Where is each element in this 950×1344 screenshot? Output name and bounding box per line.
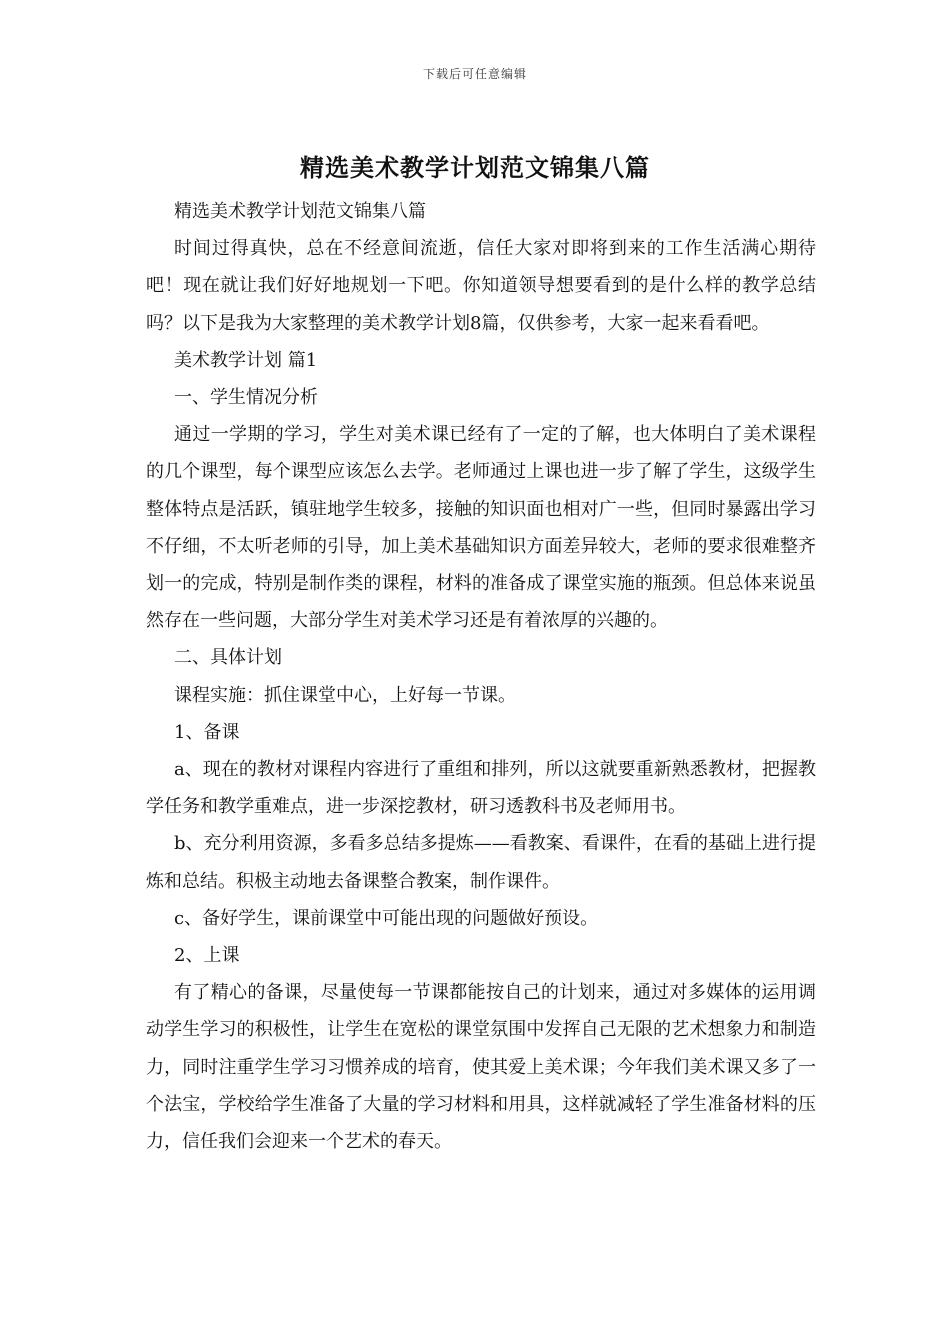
paragraph-teaching: 有了精心的备课，尽量使每一节课都能按自己的计划来，通过对多媒体的运用调动学生学习的积极性，让学生在宽松的课堂氛围中发挥自己无限的艺术想象力和制造力，同时注重学生学习习惯养成的培育，使其爱上美术课；今年我们美术课又多了一个法宝，学校给学生准备了大量的学习材料和用具，这样就减轻了学生准备材料的压力，信任我们会迎来一个艺术的春天。: [146, 982, 816, 1153]
section-heading-specific-plan: 二、具体计划: [174, 647, 282, 669]
header-note: 下载后可任意编辑: [422, 67, 527, 81]
paragraph-student-analysis: 通过一学期的学习，学生对美术课已经有了一定的了解，也大体明白了美术课程的几个课型，每个课型应该怎么去学。老师通过上课也进一步了解了学生，这级学生整体特点是活跃，镇驻地学生较多，接触的知识面也相对广一些，但同时暴露出学习不仔细，不太听老师的引导，加上美术基础知识方面差异较大，老师的要求很难整齐划一的完成，特别是制作类的课程，材料的准备成了课堂实施的瓶颈。但总体来说虽然存在一些问题，大部分学生对美术学习还是有着浓厚的兴趣的。: [146, 424, 816, 632]
subheading-lesson-prep: 1、备课: [174, 721, 240, 743]
section-heading-plan-1: 美术教学计划 篇1: [174, 349, 318, 371]
paragraph-prep-a: a、现在的教材对课程内容进行了重组和排列，所以这就要重新熟悉教材，把握教学任务和教学重难点，进一步深挖教材，研习透教科书及老师用书。: [146, 759, 816, 818]
section-heading-student-analysis: 一、学生情况分析: [174, 387, 318, 409]
document-body: [146, 193, 816, 1160]
paragraph-prep-c: c、备好学生，课前课堂中可能出现的问题做好预设。: [174, 907, 599, 929]
subheading-teaching: 2、上课: [174, 945, 240, 967]
document-title: 精选美术教学计划范文锦集八篇: [300, 153, 650, 182]
paragraph-subtitle: 精选美术教学计划范文锦集八篇: [174, 201, 426, 222]
paragraph-prep-b: b、充分利用资源，多看多总结多提炼——看教案、看课件，在看的基础上进行提炼和总结。积极主动地去备课整合教案，制作课件。: [146, 833, 816, 892]
paragraph-intro: 时间过得真快，总在不经意间流逝，信任大家对即将到来的工作生活满心期待吧！现在就让我们好好地规划一下吧。你知道领导想要看到的是什么样的教学总结吗？以下是我为大家整理的美术教学计划8篇，仅供参考，大家一起来看看吧。: [146, 238, 816, 334]
paragraph-course-implementation: 课程实施：抓住课堂中心，上好每一节课。: [174, 684, 516, 706]
